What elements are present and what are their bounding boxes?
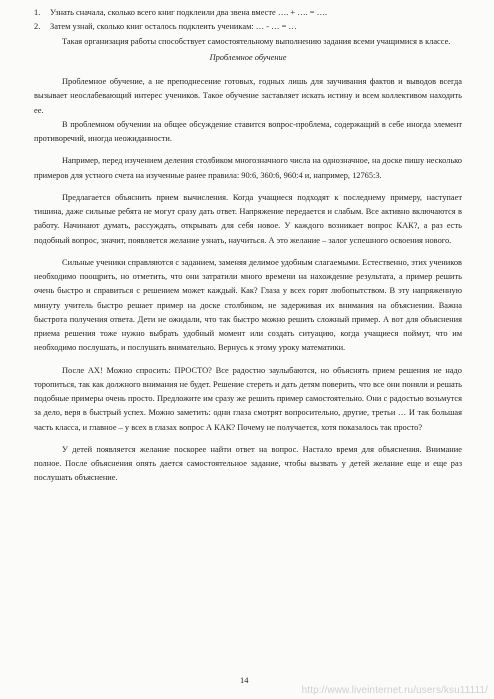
intro-paragraph: Такая организация работы способствует самостоятельному выполнению задания всеми учащимися в классе. xyxy=(62,36,451,46)
page-number: 14 xyxy=(240,676,249,685)
paragraph-5: Сильные ученики справляются с заданием, заменяя делимое удобным слагаемыми. Естественно, этих учеников необходимо поощрить, но отметить, что они затратили много времени на нахождение результата, а пример решить очень быстро и справиться с решением может каждый. Как? Глаза у всех горят любопытством. В эту напряженную минуту учитель быстро решает пример на доске столбиком, не задерживая их внимания на объяснении. Важна быстрота получения ответа. Дети не ожидали, что так быстро можно решить сложный пример. А вот для объяснения приема решения тоже нужно выбрать удобный момент или создать ситуацию, когда учащиеся поймут, что им необходимо послушать, и послушать внимательно. Вернусь к этому уроку математики. xyxy=(34,257,462,353)
paragraph-2: В проблемном обучении на общее обсуждение ставится вопрос-проблема, содержащий в себе иногда элемент противоречий, иногда неожиданности. xyxy=(34,119,462,143)
page-content xyxy=(34,6,462,486)
section-title: Проблемное обучение xyxy=(209,52,287,62)
list-text: Узнать сначала, сколько всего книг подклеили два звена вместе …. + …. = …. xyxy=(50,8,328,17)
paragraph-7: У детей появляется желание поскорее найти ответ на вопрос. Настало время для объяснения. Внимание полное. После объяснения опять дается самостоятельное задание, чтобы вызвать у детей желание еще и еще раз послушать объяснение. xyxy=(34,444,462,483)
list-number: 1. xyxy=(34,8,41,17)
list-item-2 xyxy=(34,20,462,34)
list-item-1 xyxy=(34,6,462,20)
paragraph-4: Предлагается объяснить прием вычисления. Когда учащиеся подходят к последнему примеру, наступает тишина, даже сильные ребята не могут сразу дать ответ. Напряжение передается и слабым. Все активно включаются в работу. Начинают думать, рассуждать, открывать для себя новое. У каждого возникает вопрос КАК?, а раз есть подобный вопрос, значит, появляется желание узнать, научиться. А это желание – залог успешного освоения нового. xyxy=(34,192,462,245)
list-number: 2. xyxy=(34,22,41,32)
paragraph-1: Проблемное обучение, а не преподнесение готовых, годных лишь для заучивания фактов и выводов всегда вызывает неослабевающий интерес учеников. Такое обучение заставляет искать истину и всем коллективом находить ее. xyxy=(34,77,462,115)
watermark-url: http://www.liveinternet.ru/users/ksu11111/ xyxy=(301,685,488,696)
paragraph-3: Например, перед изучением деления столбиком многозначного числа на однозначное, на доске пишу несколько примеров для устного счета на изученные ранее правила: 90:6, 360:6, 960:4 и, например, 12765:3. xyxy=(34,156,462,180)
list-text: Затем узнай, сколько книг осталось подклеить ученикам: … - … = … xyxy=(50,22,297,32)
paragraph-6: После АХ! Можно спросить: ПРОСТО? Все радостно заулыбаются, но объяснять прием решения не надо торопиться, так как должного внимания не будет. Решение стереть и дать детям поверить, что все они поняли и решать подобные примеры очень просто. Предложите им сразу же решить пример самостоятельно. Они с радостью возьмутся за дело, веря в быстрый успех. Можно заметить: одни глаза смотрят вопросительно, другие, третьи … И так большая часть класса, и главное – у всех в глазах вопрос А КАК? Почему не получается, хотя показалось так просто? xyxy=(34,365,462,432)
